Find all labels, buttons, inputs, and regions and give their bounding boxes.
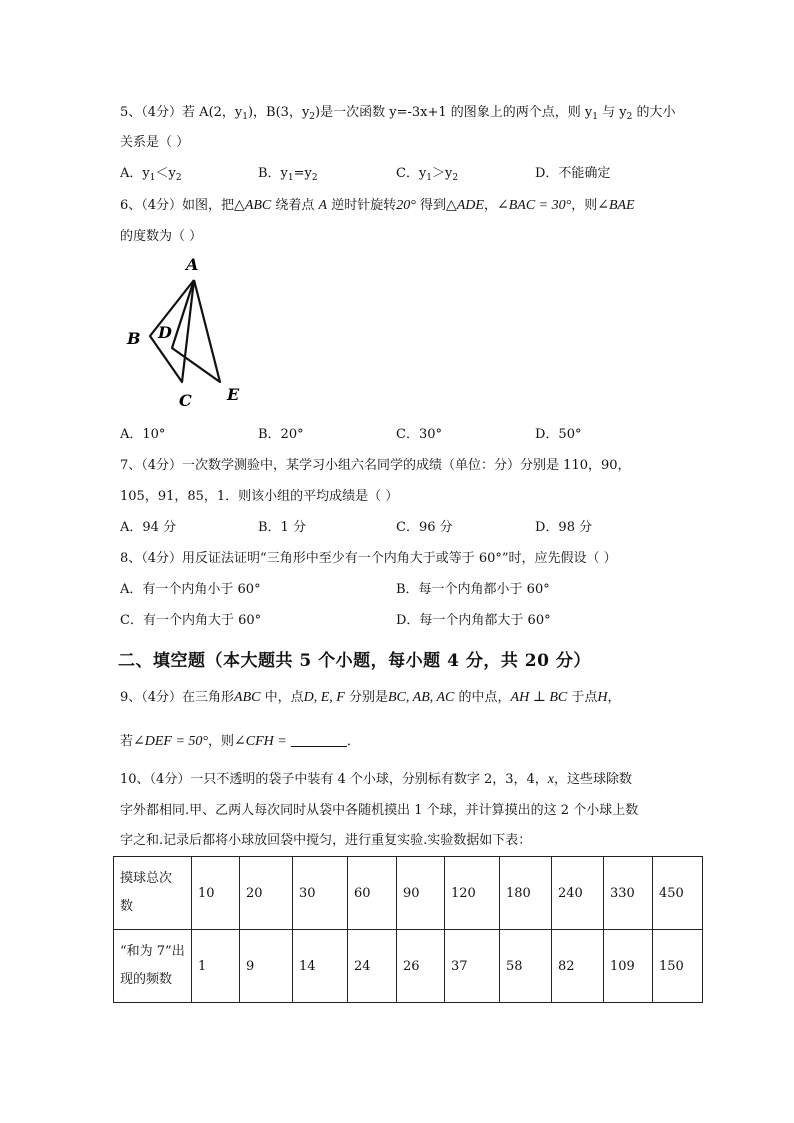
q9-text-a: 9、（4分）在三角形 [120,690,235,705]
table-cell: 90 [397,857,445,930]
table-row [114,857,703,930]
table-row [114,930,703,1003]
q6-point-a: A [318,198,328,213]
label-e: E [227,385,240,404]
q5-stem-line1 [120,104,675,126]
q6-option-a[interactable]: A．10° [120,427,166,442]
q10-text-a: 10、（4分）一只不透明的袋子中装有 4 个小球，分别标有数字 2，3，4， [120,772,548,787]
q10-frequency-table [113,856,703,1003]
q6-angle-bac: ∠BAC = 30° [496,198,572,213]
q10-var-x: x [547,772,555,787]
row-header-frequency-line2: 现的频数 [120,972,173,987]
q9-point-h: H [597,690,608,705]
table-cell: 150 [653,930,703,1003]
q8-stem-line1: 8、（4分）用反证法证明“三角形中至少有一个内角大于或等于 60°”时，应先假设（ ） [120,551,617,566]
table-cell: 120 [445,857,500,930]
q6-angle-bae: ∠BAE [597,198,635,213]
table-cell: 82 [552,930,604,1003]
q9-angle-cfh: ∠CFH = [234,734,287,749]
q10-stem-line3: 字之和.记录后都将小球放回袋中搅匀，进行重复实验.实验数据如下表： [120,833,532,848]
q9-text-e: 于点 [567,690,598,705]
q9-text-h: ，则 [208,734,235,749]
q8-option-d[interactable]: D．每一个内角都大于 60° [396,613,551,628]
row-header-total [114,857,192,930]
table-cell: 1 [192,930,240,1003]
table-cell: 60 [348,857,397,930]
q5-option-a[interactable] [120,165,182,187]
q5-opt-c-text: C．y [396,166,427,181]
q9-points: D, E, F [303,690,345,705]
q6-text-e: ， [483,198,497,213]
q8-option-c[interactable]: C．有一个内角大于 60° [120,613,262,628]
q5-option-d[interactable]: D．不能确定 [535,166,611,181]
table-cell: 10 [192,857,240,930]
q6-option-b[interactable]: B．20° [258,427,304,442]
q9-stem-line2 [120,733,360,751]
q7-stem-line2: 105，91，85，1．则该小组的平均成绩是（ ） [120,489,399,504]
triangle-ade-edges [172,280,220,382]
q9-answer-blank[interactable] [291,734,347,747]
q7-option-a[interactable]: A．94 分 [120,520,177,535]
q5-sub-2: 2 [309,112,316,122]
label-b: B [127,329,141,348]
q5-opt-a-sub2: 2 [175,173,182,183]
q7-option-c[interactable]: C．96 分 [396,520,453,535]
table-cell: 109 [604,930,653,1003]
q10-text-b: ，这些球除数 [554,772,633,787]
q9-triangle: ABC [234,690,261,705]
row-header-total-line1: 摸球总次 [120,871,173,886]
q5-text-d: 与 y [597,105,627,120]
q5-opt-c-sub1: 1 [426,173,433,183]
triangle-abc-edges [150,280,194,382]
row-header-frequency [114,930,192,1003]
q5-sub-3: 1 [592,112,598,122]
table-cell: 37 [445,930,500,1003]
q5-opt-a-rel: ＜y [155,166,176,181]
q6-option-d[interactable]: D．50° [535,427,582,442]
q6-triangle-abc: △ABC [234,198,272,213]
q6-degree: 20° [396,198,416,213]
q7-option-d[interactable]: D．98 分 [535,520,593,535]
q6-text-d: 得到 [415,198,446,213]
table-cell: 180 [500,857,552,930]
q5-sub-1: 1 [242,112,248,122]
q9-text-f: ， [607,690,621,705]
table-cell: 9 [240,930,293,1003]
table-cell: 26 [397,930,445,1003]
q6-option-c[interactable]: C．30° [396,427,442,442]
q9-sides: BC, AB, AC [388,690,455,705]
table-cell: 14 [293,930,348,1003]
q5-opt-b-text: B．y [258,166,288,181]
q6-text-f: ，则 [571,198,598,213]
q5-opt-b-rel: =y [293,166,312,181]
rotation-triangle-figure [118,252,258,412]
q9-text-g: 若 [120,734,134,749]
q7-stem-line1: 7、（4分）一次数学测验中，某学习小组六名同学的成绩（单位：分）分别是 110，90， [120,458,631,473]
q6-stem-line1 [120,197,635,215]
q9-text-d: 的中点， [454,690,511,705]
q8-option-b[interactable]: B．每一个内角都小于 60° [396,582,550,597]
q10-stem-line1 [120,771,632,789]
label-d: D [158,323,172,342]
table-cell: 450 [653,857,703,930]
table-cell: 58 [500,930,552,1003]
q6-text-c: 逆时针旋转 [327,198,397,213]
q10-stem-line2: 字外都相同.甲、乙两人每次同时从袋中各随机摸出 1 个球，并计算摸出的这 2 个小球上数 [120,803,639,818]
q6-triangle-ade: △ADE [445,198,484,213]
row-header-frequency-line1: “和为 7”出 [120,944,185,959]
q9-text-c: 分别是 [344,690,388,705]
q5-text-a: 5、（4分）若 A(2，y [120,105,243,120]
q5-text-e: 的大小 [632,105,676,120]
q5-sub-4: 2 [626,112,633,122]
table-cell: 24 [348,930,397,1003]
q5-opt-c-rel: ＞y [432,166,453,181]
q9-angle-def: ∠DEF = 50° [133,734,209,749]
table-cell: 30 [293,857,348,930]
q5-opt-b-sub1: 1 [287,173,294,183]
label-c: C [179,391,192,410]
q9-text-b: 中，点 [260,690,304,705]
q5-stem-line2: 关系是（ ） [120,135,190,150]
row-header-total-line2: 数 [120,899,134,914]
table-cell: 330 [604,857,653,930]
q6-stem-line2: 的度数为（ ） [120,229,203,244]
section-fill-in-blank-title: 二、填空题（本大题共 5 个小题，每小题 4 分，共 20 分） [118,651,591,671]
q9-perpendicular: AH ⊥ BC [510,690,568,705]
label-a: A [186,255,199,274]
q5-opt-a-text: A．y [120,166,150,181]
q5-option-b[interactable] [258,165,318,187]
q9-stem-line1 [120,689,621,707]
q5-opt-a-sub1: 1 [149,173,156,183]
table-cell: 240 [552,857,604,930]
q8-option-a[interactable]: A．有一个内角小于 60° [120,582,261,597]
q5-text-b: )，B(3，y [247,105,310,120]
q5-opt-b-sub2: 2 [311,173,318,183]
table-cell: 20 [240,857,293,930]
q5-option-c[interactable] [396,165,458,187]
q7-option-b[interactable]: B．1 分 [258,520,306,535]
q6-text-a: 6、（4分）如图，把 [120,198,235,213]
q6-text-b: 绕着点 [271,198,319,213]
q9-text-i: ． [346,734,360,749]
q5-opt-c-sub2: 2 [452,173,459,183]
q5-text-c: )是一次函数 y=-3x+1 的图象上的两个点，则 y [315,105,593,120]
